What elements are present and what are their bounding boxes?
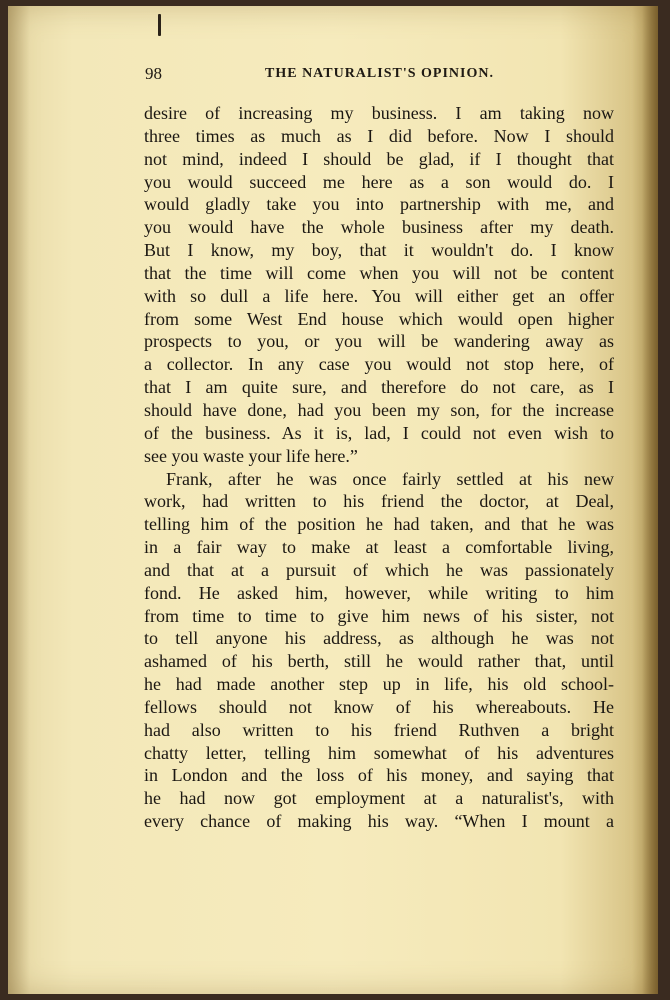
- text-line: fond. He asked him, however, while writing to him: [144, 582, 614, 603]
- text-line: he had made another step up in life, his old school-: [144, 674, 614, 695]
- page-header: [8, 64, 658, 88]
- text-line: he had now got employment at a naturalist's, with: [144, 788, 614, 809]
- text-line: not mind, indeed I should be glad, if I thought that: [144, 148, 614, 169]
- page-number: 98: [145, 64, 162, 83]
- text-line: desire of increasing my business. I am taking now: [144, 103, 614, 123]
- body-text: [144, 102, 614, 833]
- text-line: work, had written to his friend the doctor, at Deal,: [144, 491, 614, 512]
- text-line: But I know, my boy, that it wouldn't do. I know: [144, 240, 614, 261]
- ink-mark: [158, 14, 161, 36]
- text-line: a collector. In any case you would not stop here, of: [144, 354, 614, 375]
- text-line: every chance of making his way. “When I mount a: [144, 811, 614, 832]
- page-edge-shadow: [642, 6, 658, 994]
- text-line: three times as much as I did before. Now I should: [144, 125, 614, 146]
- text-line: and that at a pursuit of which he was passionately: [144, 559, 614, 580]
- book-page: [8, 6, 658, 994]
- text-line: in a fair way to make at least a comfortable living,: [144, 537, 614, 558]
- text-line: you would succeed me here as a son would do. I: [144, 171, 614, 192]
- running-head: THE NATURALIST'S OPINION.: [265, 66, 494, 81]
- text-line: you would have the whole business after my death.: [144, 217, 614, 238]
- gutter-shadow: [8, 6, 30, 994]
- text-line: telling him of the position he had taken, and that he was: [144, 514, 614, 535]
- text-line: with so dull a life here. You will either get an offer: [144, 285, 614, 306]
- text-line: from time to time to give him news of his sister, not: [144, 605, 614, 626]
- text-line: fellows should not know of his whereabouts. He: [144, 696, 614, 717]
- text-line: Frank, after he was once fairly settled at his new: [166, 468, 614, 489]
- text-line: had also written to his friend Ruthven a bright: [144, 719, 614, 740]
- text-line: prospects to you, or you will be wandering away as: [144, 331, 614, 352]
- text-line: that the time will come when you will not be content: [144, 262, 614, 283]
- text-line: from some West End house which would open higher: [144, 308, 614, 329]
- text-line: see you waste your life here.”: [144, 445, 358, 466]
- text-line: that I am quite sure, and therefore do not care, as I: [144, 377, 614, 398]
- text-line: of the business. As it is, lad, I could not even wish to: [144, 422, 614, 443]
- text-line: chatty letter, telling him somewhat of his adventures: [144, 742, 614, 763]
- text-line: in London and the loss of his money, and saying that: [144, 765, 614, 786]
- text-line: should have done, had you been my son, for the increase: [144, 399, 614, 420]
- text-line: to tell anyone his address, as although he was not: [144, 628, 614, 649]
- text-line: ashamed of his berth, still he would rather that, until: [144, 651, 614, 672]
- text-line: would gladly take you into partnership with me, and: [144, 194, 614, 215]
